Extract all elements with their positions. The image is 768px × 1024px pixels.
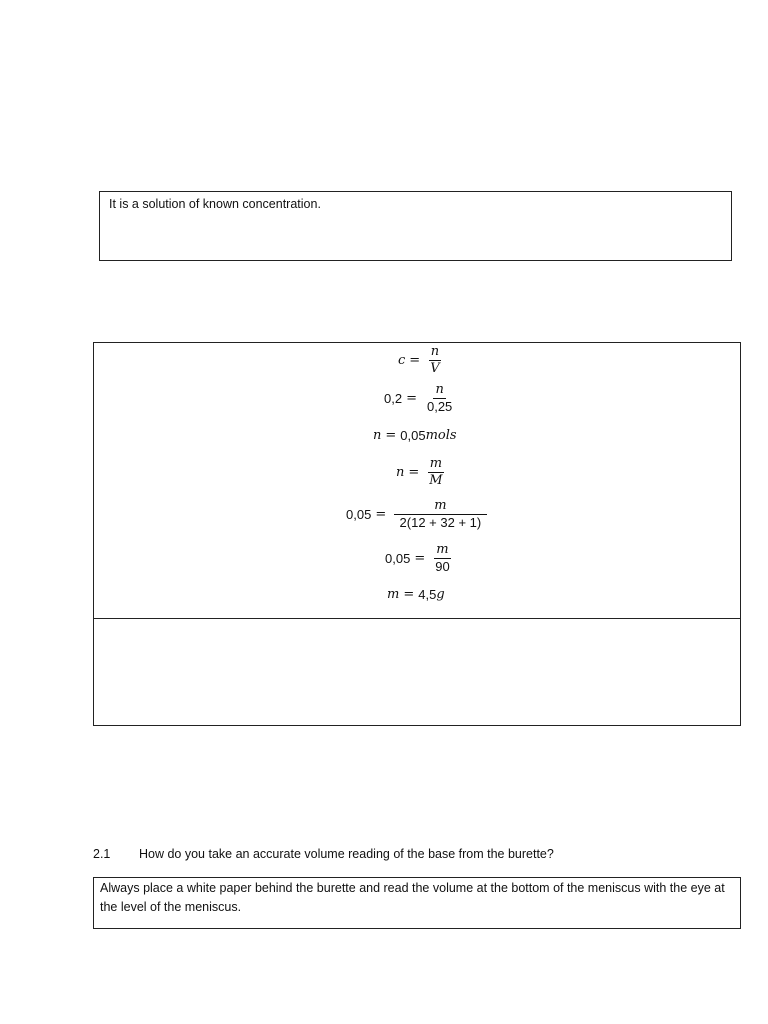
eq7-unit: g bbox=[436, 587, 445, 602]
eq5-lhs: 0,05 bbox=[346, 507, 372, 522]
eq4-lhs: n bbox=[396, 465, 405, 480]
eq3-lhs: n bbox=[373, 428, 382, 443]
eq3-equals: = bbox=[385, 428, 397, 443]
eq5-equals: = bbox=[375, 507, 387, 522]
eq5-numerator: m bbox=[394, 499, 486, 515]
eq2-numerator: n bbox=[435, 382, 444, 397]
eq7-value: 4,5 bbox=[418, 587, 437, 602]
eq4-fraction bbox=[427, 457, 444, 488]
equation-0-2 bbox=[384, 383, 454, 414]
equation-c-n-over-v bbox=[398, 345, 442, 376]
equation-n-m-over-M bbox=[396, 457, 445, 488]
eq2-fraction bbox=[425, 383, 454, 414]
eq1-numerator: n bbox=[430, 344, 440, 359]
equation-0-05-m-over-90 bbox=[385, 543, 452, 574]
eq7-equals: = bbox=[403, 587, 415, 602]
equation-molar-mass bbox=[346, 499, 487, 530]
answer-text-burette: Always place a white paper behind the burette and read the volume at the bottom of the meniscus with the eye at the level of the meniscus. bbox=[100, 881, 725, 914]
eq6-numerator: m bbox=[436, 542, 449, 557]
eq6-denominator: 90 bbox=[435, 559, 450, 574]
answer-box-definition bbox=[99, 191, 732, 261]
eq1-denominator: V bbox=[430, 361, 440, 376]
calculation-box bbox=[93, 342, 741, 619]
eq2-denominator: 0,25 bbox=[426, 399, 453, 414]
eq6-lhs: 0,05 bbox=[385, 551, 411, 566]
eq1-fraction bbox=[428, 345, 441, 376]
eq4-denominator: M bbox=[429, 473, 443, 488]
eq4-numerator: m bbox=[429, 456, 443, 471]
answer-box-burette bbox=[93, 877, 741, 929]
eq5-fraction bbox=[394, 499, 486, 530]
eq1-equals: = bbox=[409, 353, 421, 368]
eq4-equals: = bbox=[408, 465, 420, 480]
answer-text-definition: It is a solution of known concentration. bbox=[109, 197, 321, 211]
eq6-fraction bbox=[433, 543, 451, 574]
empty-answer-box bbox=[93, 618, 741, 726]
eq3-value: 0,05 bbox=[400, 428, 426, 443]
question-text: How do you take an accurate volume reading of the base from the burette? bbox=[139, 847, 554, 861]
equation-n-mols bbox=[373, 428, 457, 443]
eq3-unit: mols bbox=[425, 428, 457, 443]
eq1-lhs: c bbox=[398, 353, 406, 368]
eq2-equals: = bbox=[406, 391, 417, 406]
eq5-denominator: 2(12 + 32 + 1) bbox=[399, 515, 482, 530]
question-number: 2.1 bbox=[93, 847, 111, 861]
eq7-lhs: m bbox=[387, 587, 400, 602]
eq2-lhs: 0,2 bbox=[384, 391, 403, 406]
equation-m-result bbox=[387, 587, 445, 602]
eq6-equals: = bbox=[414, 551, 426, 566]
